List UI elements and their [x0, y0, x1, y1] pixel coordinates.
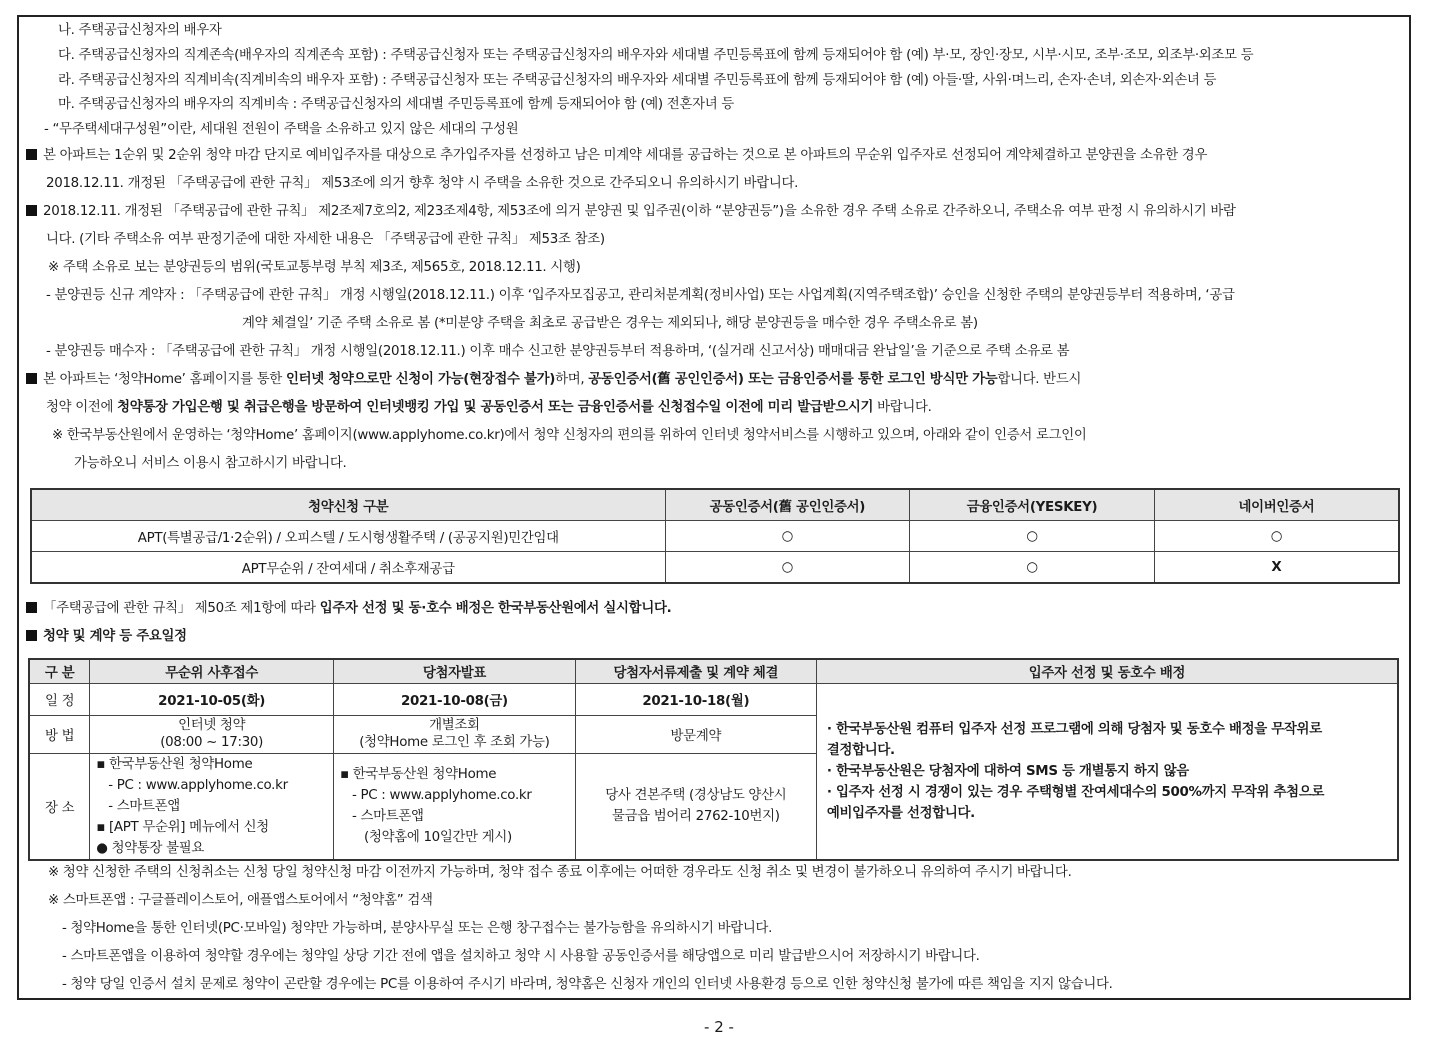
sched-header-application: 무순위 사후접수: [90, 659, 334, 683]
para1-line2: 2018.12.11. 개정된 「주택공급에 관한 규칙」 제53조에 의거 향후 청약 시 주택을 소유한 것으로 간주되오니 유의하시기 바랍니다.: [46, 176, 799, 191]
table-row: [31, 552, 1399, 584]
intro-line-da: 다. 주택공급신청자의 직계존속(배우자의 직계존속 포함) : 주택공급신청자 또는 주택공급신청자의 배우자와 세대별 주민등록표에 함께 등재되어야 함 (예) 부·모, 장인·장모, 시부·시모, 조부·조모, 외조부·외조모 등: [58, 48, 1254, 63]
para3-line2: 청약 이전에 청약통장 가입은행 및 취급은행을 방문하여 인터넷뱅킹 가입 및 공동인증서 또는 금융인증서를 신청접수일 이전에 미리 발급받으시기 바랍니다.: [46, 400, 932, 415]
bullet-square-icon: [26, 630, 37, 641]
sched-date-contract: 2021-10-18(월): [575, 683, 816, 715]
para2-purchaser: - 분양권등 매수자 : 「주택공급에 관한 규칙」 개정 시행일(2018.12.11.) 이후 매수 신고한 분양권등부터 적용하며, ‘(실거래 신고서상) 매매대금 완납일’을 기준으로 주택 소유로 봄: [46, 344, 1070, 359]
sched-header-assignment: 입주자 선정 및 동호수 배정: [816, 659, 1398, 683]
intro-line-ra: 라. 주택공급신청자의 직계비속(직계비속의 배우자 포함) : 주택공급신청자 또는 주택공급신청자의 배우자와 세대별 주민등록표에 함께 등재되어야 함 (예) 아들·딸, 사위·며느리, 손자·손녀, 외손자·외손녀 등: [58, 73, 1217, 88]
para2-new-buyer-2: 계약 체결일’ 기준 주택 소유로 봄 (*미분양 주택을 최초로 공급받은 경우는 제외되나, 해당 분양권등을 매수한 경우 주택소유로 봄): [242, 316, 978, 331]
page-number: - 2 -: [704, 1018, 734, 1036]
cert-header-financial: 금융인증서(YESKEY): [910, 489, 1155, 521]
para3-note1: ※ 한국부동산원에서 운영하는 ‘청약Home’ 홈페이지(www.applyhome.co.kr)에서 청약 신청자의 편의를 위하여 인터넷 청약서비스를 시행하고 있으며, 아래와 같이 인증서 로그인이: [52, 428, 1087, 443]
intro-line-definition: - “무주택세대구성원”이란, 세대원 전원이 주택을 소유하고 있지 않은 세대의 구성원: [44, 122, 519, 137]
sched-place-contract: 당사 견본주택 (경상남도 양산시 물금읍 범어리 2762-10번지): [575, 753, 816, 860]
sched-place-application: ▪ 한국부동산원 청약Home - PC : www.applyhome.co.kr - 스마트폰앱 ▪ [APT 무순위] 메뉴에서 신청 ● 청약통장 불필요: [90, 753, 334, 860]
bottom-note-internet-only: - 청약Home을 통한 인터넷(PC·모바일) 청약만 가능하며, 분양사무실 또는 은행 창구접수는 불가능함을 유의하시기 바랍니다.: [62, 921, 773, 936]
cert-row-label: APT무순위 / 잔여세대 / 취소후재공급: [31, 552, 665, 584]
bullet-square-icon: [26, 602, 37, 613]
sched-header-category: 구 분: [29, 659, 90, 683]
para2-line2: 니다. (기타 주택소유 여부 판정기준에 대한 자세한 내용은 「주택공급에 관한 규칙」 제53조 참조): [46, 232, 605, 247]
cert-header-naver: 네이버인증서: [1154, 489, 1399, 521]
sched-method-contract: 방문계약: [575, 715, 816, 753]
bottom-note-pc: - 청약 당일 인증서 설치 문제로 청약이 곤란할 경우에는 PC를 이용하여 주시기 바라며, 청약홈은 신청자 개인의 인터넷 사용환경 등으로 인한 청약신청 불가에 따른 책임을 지지 않습니다.: [62, 977, 1113, 992]
cert-header-type: 청약신청 구분: [31, 489, 665, 521]
para1-line1: 본 아파트는 1순위 및 2순위 청약 마감 단지로 예비입주자를 대상으로 추가입주자를 선정하고 남은 미계약 세대를 공급하는 것으로 본 아파트의 무순위 입주자로 선정되어 계약체결하고 분양권을 소유한 경우: [26, 147, 1207, 165]
para3-note2: 가능하오니 서비스 이용시 참고하시기 바랍니다.: [74, 456, 347, 471]
sched-place-label: 장 소: [29, 753, 90, 860]
para2-note: ※ 주택 소유로 보는 분양권등의 범위(국토교통부령 부칙 제3조, 제565호, 2018.12.11. 시행): [48, 260, 581, 275]
cert-mark: ○: [910, 552, 1155, 584]
sched-method-label: 방 법: [29, 715, 90, 753]
sched-date-announcement: 2021-10-08(금): [334, 683, 576, 715]
sched-header-announcement: 당첨자발표: [334, 659, 576, 683]
cert-mark: ○: [910, 521, 1155, 552]
cert-mark: ○: [1154, 521, 1399, 552]
sched-date-label: 일 정: [29, 683, 90, 715]
intro-line-na: 나. 주택공급신청자의 배우자: [58, 23, 222, 38]
table-row: [31, 521, 1399, 552]
cert-mark: ○: [665, 552, 910, 584]
sched-place-announcement: ▪ 한국부동산원 청약Home - PC : www.applyhome.co.kr - 스마트폰앱 (청약홈에 10일간만 게시): [334, 753, 576, 860]
certificate-table: [30, 488, 1400, 584]
cert-header-joint: 공동인증서(舊 공인인증서): [665, 489, 910, 521]
bullet-square-icon: [26, 149, 37, 160]
intro-line-ma: 마. 주택공급신청자의 배우자의 직계비속 : 주택공급신청자의 세대별 주민등록표에 함께 등재되어야 함 (예) 전혼자녀 등: [58, 97, 734, 112]
bullet-square-icon: [26, 373, 37, 384]
cert-mark: X: [1154, 552, 1399, 584]
para3-line1: 본 아파트는 ‘청약Home’ 홈페이지를 통한 인터넷 청약으로만 신청이 가능(현장접수 불가)하며, 공동인증서(舊 공인인증서) 또는 금융인증서를 통한 로그인 방식만 가능합니다. 반드시: [26, 371, 1081, 389]
schedule-title: 청약 및 계약 등 주요일정: [26, 628, 187, 646]
sched-method-announcement: 개별조회 (청약Home 로그인 후 조회 가능): [334, 715, 576, 753]
schedule-table: [28, 658, 1399, 861]
sched-assignment-cell: · 한국부동산원 컴퓨터 입주자 선정 프로그램에 의해 당첨자 및 동호수 배정을 무작위로 결정합니다. · 한국부동산원은 당첨자에 대하여 SMS 등 개별통지 하지 않음 · 입주자 선정 시 경쟁이 있는 경우 주택형별 잔여세대수의 500%까지 무작위 추첨으로 예비입주자를 선정합니다.: [816, 683, 1398, 860]
para4-line: 「주택공급에 관한 규칙」 제50조 제1항에 따라 입주자 선정 및 동·호수 배정은 한국부동산원에서 실시합니다.: [26, 600, 671, 618]
bottom-note-cancel: ※ 청약 신청한 주택의 신청취소는 신청 당일 청약신청 마감 이전까지 가능하며, 청약 접수 종료 이후에는 어떠한 경우라도 신청 취소 및 변경이 불가하오니 유의하여 주시기 바랍니다.: [48, 865, 1072, 880]
sched-date-application: 2021-10-05(화): [90, 683, 334, 715]
cert-row-label: APT(특별공급/1·2순위) / 오피스텔 / 도시형생활주택 / (공공지원)민간임대: [31, 521, 665, 552]
bottom-note-app: ※ 스마트폰앱 : 구글플레이스토어, 애플앱스토어에서 “청약홈” 검색: [48, 893, 433, 908]
para2-line1: 2018.12.11. 개정된 「주택공급에 관한 규칙」 제2조제7호의2, 제23조제4항, 제53조에 의거 분양권 및 입주권(이하 “분양권등”)을 소유한 경우 주택 소유로 간주하오니, 주택소유 여부 판정 시 유의하시기 바람: [26, 203, 1236, 221]
cert-mark: ○: [665, 521, 910, 552]
bullet-square-icon: [26, 205, 37, 216]
sched-method-application: 인터넷 청약 (08:00 ~ 17:30): [90, 715, 334, 753]
bottom-note-smartphone: - 스마트폰앱을 이용하여 청약할 경우에는 청약일 상당 기간 전에 앱을 설치하고 청약 시 사용할 공동인증서를 해당앱으로 미리 발급받으시어 저장하시기 바랍니다.: [62, 949, 980, 964]
sched-header-contract: 당첨자서류제출 및 계약 체결: [575, 659, 816, 683]
para2-new-buyer-1: - 분양권등 신규 계약자 : 「주택공급에 관한 규칙」 개정 시행일(2018.12.11.) 이후 ‘입주자모집공고, 관리처분계획(정비사업) 또는 사업계획(지역주택조합)’ 승인을 신청한 주택의 분양권등부터 적용하며, ‘공급: [46, 288, 1235, 303]
